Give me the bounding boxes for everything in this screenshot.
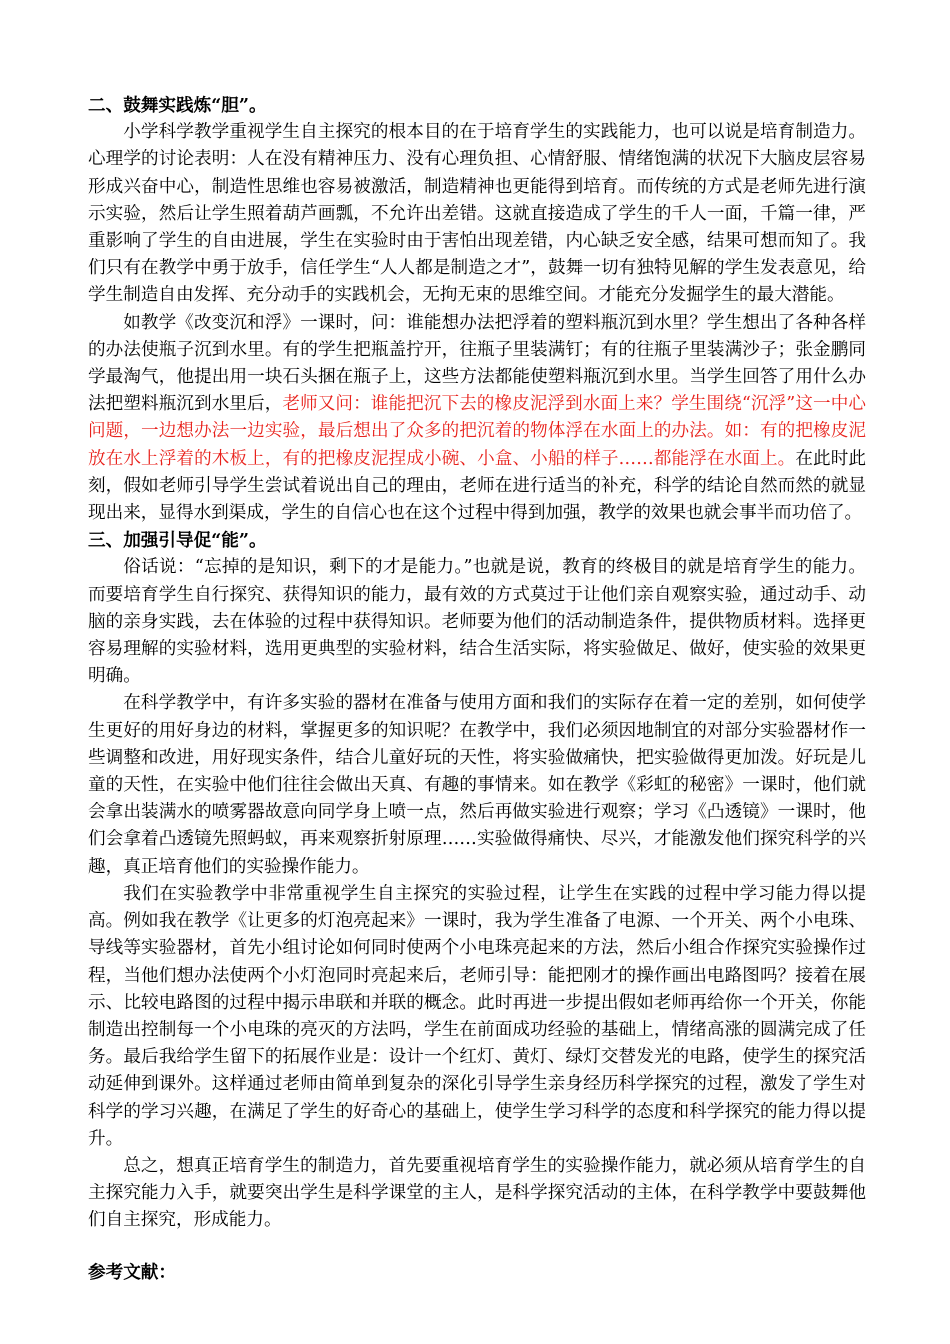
paragraph-text: 如教学《改变沉和浮》一课时，问：谁能想办法把浮着的塑料瓶沉到水里？学生想出了各种各样的办法使瓶子沉到水里。有的学生把瓶盖拧开，往瓶子里装满钉；有的往瓶子里装满沙子；张金鹏同学最淘气，他提出用一块石头捆在瓶子上，这些方法都能使塑料瓶沉到水里。当学生回答了用什么办法把塑料瓶沉到水里后， xyxy=(88,312,866,415)
spacer xyxy=(88,1235,866,1259)
paragraph-conclusion: 总之，想真正培育学生的制造力，首先要重视培育学生的实验操作能力，就必须从培育学生的自主探究能力入手，就要突出学生是科学课堂的主人，是科学探究活动的主体，在科学教学中要鼓舞他们自主探究，形成能力。 xyxy=(88,1155,866,1231)
references-heading: 参考文献： xyxy=(88,1261,176,1283)
section-heading-encourage-practice: 二、鼓舞实践炼“胆”。 xyxy=(88,95,267,116)
document-page xyxy=(88,92,866,1286)
highlighted-text: 老师又问：谁能把沉下去的橡皮泥浮到水面上来？学生围绕“沉浮”这一中心问题，一边想办法一边实验，最后想出了众多的把沉着的物体浮在水面上的办法。如：有的把橡皮泥放在水上浮着的木板上，有的把橡皮泥捏成小碗、小盒、小船的样子……都能浮在水面上。 xyxy=(88,394,866,469)
paragraph-sink-float-example xyxy=(88,310,866,528)
section-heading-strengthen-guidance: 三、加强引导促“能”。 xyxy=(88,530,267,552)
paragraph-text: 在此时此刻，假如老师引导学生尝试着说出自己的理由，老师在进行适当的补充，科学的结论自然而然的就显现出来，显得水到渠成，学生的自信心也在这个过程中得到加强，教学的效果也就会事半而功倍了。 xyxy=(88,448,866,524)
paragraph: 小学科学教学重视学生自主探究的根本目的在于培育学生的实践能力，也可以说是培育制造力。心理学的讨论表明：人在没有精神压力、没有心理负担、心情舒服、情绪饱满的状况下大脑皮层容易形成兴奋中心，制造性思维也容易被激活，制造精神也更能得到培育。而传统的方式是老师先进行演示实验，然后让学生照着葫芦画瓢，不允许出差错。这就直接造成了学生的千人一面，千篇一律，严重影响了学生的自由进展，学生在实验时由于害怕出现差错，内心缺乏安全感，结果可想而知了。我们只有在教学中勇于放手，信任学生“人人都是制造之才”，鼓舞一切有独特见解的学生发表意见，给学生制造自由发挥、充分动手的实践机会，无拘无束的思维空间。才能充分发掘学生的最大潜能。 xyxy=(88,122,866,306)
paragraph: 在科学教学中，有许多实验的器材在准备与使用方面和我们的实际存在着一定的差别，如何使学生更好的用好身边的材料，掌握更多的知识呢？在教学中，我们必须因地制宜的对部分实验器材作一些调整和改进，用好现实条件，结合儿童好玩的天性，将实验做痛快，把实验做得更加泼。好玩是儿童的天性，在实验中他们往往会做出天真、有趣的事情来。如在教学《彩虹的秘密》一课时，他们就会拿出装满水的喷雾器故意向同学身上喷一点，然后再做实验进行观察；学习《凸透镜》一课时，他们会拿着凸透镜先照蚂蚁，再来观察折射原理……实验做得痛快、尽兴，才能激发他们探究科学的兴趣，真正培育他们的实验操作能力。 xyxy=(88,693,866,877)
paragraph: 我们在实验教学中非常重视学生自主探究的实验过程，让学生在实践的过程中学习能力得以提高。例如我在教学《让更多的灯泡亮起来》一课时，我为学生准备了电源、一个开关、两个小电珠、导线等实验器材，首先小组讨论如何同时使两个小电珠亮起来的方法，然后小组合作探究实验操作过程，当他们想办法使两个小灯泡同时亮起来后，老师引导：能把刚才的操作画出电路图吗？接着在展示、比较电路图的过程中揭示串联和并联的概念。此时再进一步提出假如老师再给你一个开关，你能制造出控制每一个小电珠的亮灭的方法吗，学生在前面成功经验的基础上，情绪高涨的圆满完成了任务。最后我给学生留下的拓展作业是：设计一个红灯、黄灯、绿灯交替发光的电路，使学生的探究活动延伸到课外。这样通过老师由简单到复杂的深化引导学生亲身经历科学探究的过程，激发了学生对科学的学习兴趣，在满足了学生的好奇心的基础上，使学生学习科学的态度和科学探究的能力得以提升。 xyxy=(88,883,866,1149)
paragraph: 俗话说：“忘掉的是知识，剩下的才是能力。”也就是说，教育的终极目的就是培育学生的能力。而要培育学生自行探究、获得知识的能力，最有效的方式莫过于让他们亲自观察实验，通过动手、动脑的亲身实践，去在体验的过程中获得知识。老师要为他们的活动制造条件，提供物质材料。选择更容易理解的实验材料，选用更典型的实验材料，结合生活实际，将实验做足、做好，使实验的效果更明确。 xyxy=(88,557,866,687)
